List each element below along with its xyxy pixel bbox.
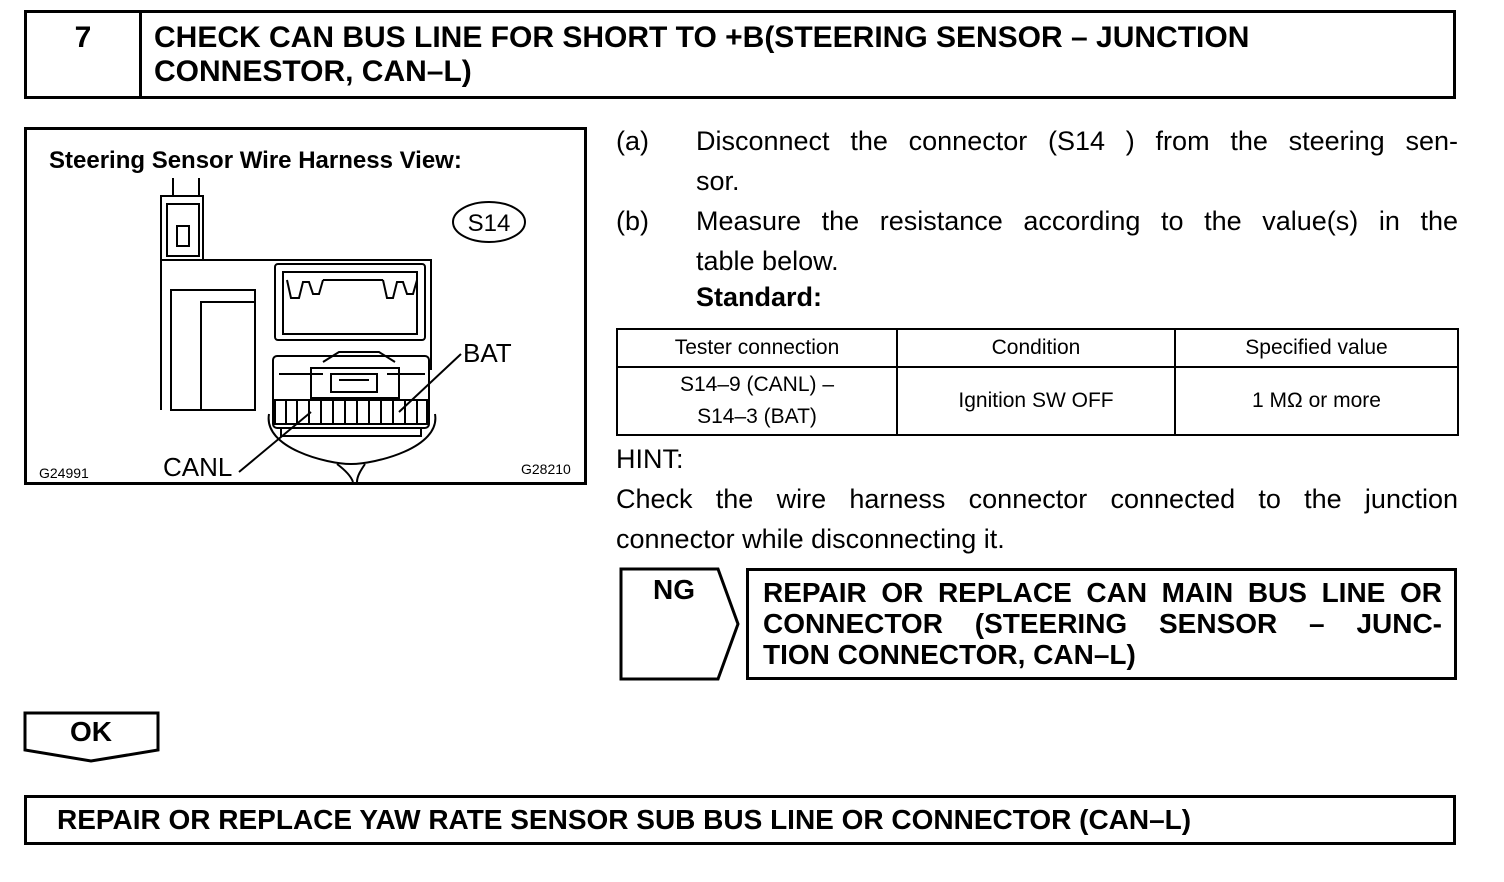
instruction-a-line-2: sor.	[696, 166, 740, 196]
hint-line-2: connector while disconnecting it.	[616, 524, 1005, 554]
figure-title: Steering Sensor Wire Harness View:	[49, 147, 462, 174]
header-condition: Condition	[897, 329, 1175, 367]
hint-line-1: Check the wire harness connector connected to the junction	[616, 484, 1458, 514]
connector-diagram	[27, 130, 584, 482]
cell-specified-value: 1 MΩ or more	[1175, 367, 1458, 435]
instruction-b-label: (b)	[616, 206, 649, 236]
spec-table	[616, 328, 1459, 436]
ng-result-line-2: CONNECTOR (STEERING SENSOR – JUNC-	[763, 608, 1442, 639]
ng-result-line-3: TION CONNECTOR, CAN–L)	[763, 639, 1136, 670]
instruction-b-line-2: table below.	[696, 246, 839, 276]
instruction-a-line-1: Disconnect the connector (S14 ) from the steering sen-	[696, 126, 1458, 156]
table-header-row	[617, 329, 1458, 367]
step-title	[142, 13, 1453, 96]
connection-line-2: S14–3 (BAT)	[697, 405, 817, 428]
step-header	[24, 10, 1456, 99]
connection-line-1: S14–9 (CANL) –	[679, 373, 835, 396]
ng-result-line-1: REPAIR OR REPLACE CAN MAIN BUS LINE OR	[763, 577, 1442, 608]
header-tester-connection: Tester connection	[617, 329, 897, 367]
canl-label: CANL	[163, 452, 233, 482]
harness-figure	[24, 127, 587, 485]
step-title-line-1: CHECK CAN BUS LINE FOR SHORT TO +B(STEERING SENSOR – JUNCTION	[154, 21, 1250, 54]
instruction-b-line-1: Measure the resistance according to the value(s) in the	[696, 206, 1458, 236]
final-result-box: REPAIR OR REPLACE YAW RATE SENSOR SUB BUS LINE OR CONNECTOR (CAN–L)	[24, 795, 1456, 845]
hint-label: HINT:	[616, 444, 684, 474]
cell-tester-connection	[617, 367, 897, 435]
connector-id: S14	[467, 210, 511, 237]
ng-label: NG	[653, 574, 695, 605]
step-title-line-2: CONNESTOR, CAN–L)	[154, 55, 472, 88]
figure-code-right: G28210	[521, 461, 571, 477]
instruction-a	[616, 121, 1458, 201]
ok-label: OK	[70, 716, 112, 747]
cell-condition: Ignition SW OFF	[897, 367, 1175, 435]
bat-label: BAT	[463, 338, 512, 368]
instruction-a-label: (a)	[616, 126, 649, 156]
ng-result-box	[746, 568, 1457, 680]
header-specified-value: Specified value	[1175, 329, 1458, 367]
standard-label: Standard:	[696, 282, 823, 312]
step-number: 7	[27, 13, 142, 96]
table-row	[617, 367, 1458, 435]
figure-code-left: G24991	[39, 465, 89, 481]
instruction-b	[616, 201, 1458, 281]
